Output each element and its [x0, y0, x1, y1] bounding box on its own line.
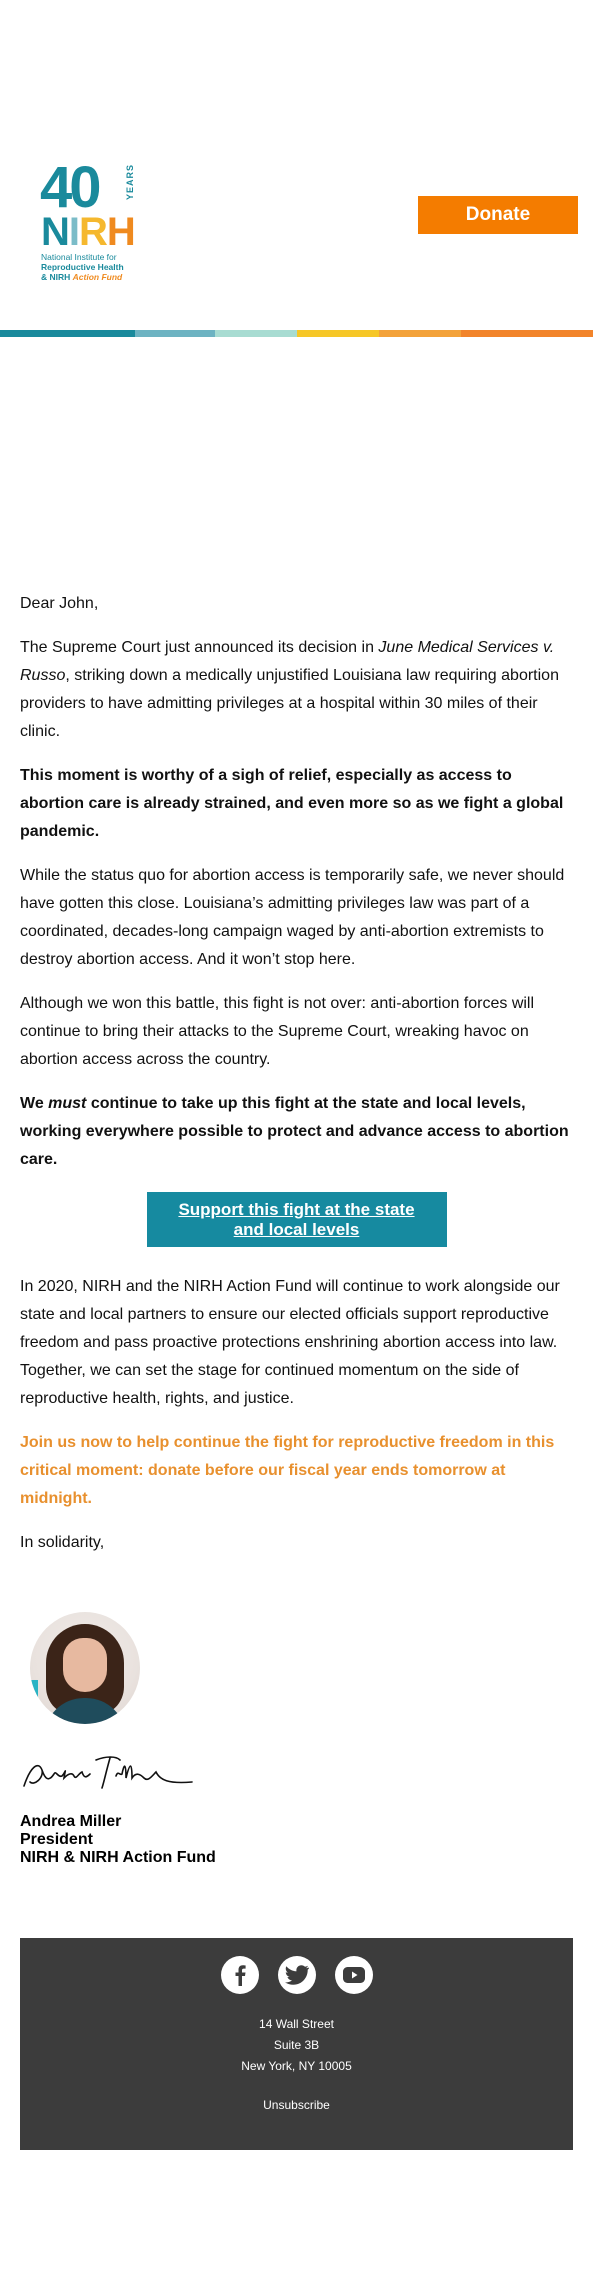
logo-wordmark: NIRH: [41, 210, 135, 254]
logo-years: YEARS: [125, 164, 135, 201]
nirh-logo[interactable]: [40, 155, 140, 282]
paragraph-relief: This moment is worthy of a sigh of relief, especially as access to abortion care is already strained, and even more so as we fight a global pandemic.: [20, 767, 564, 840]
twitter-icon[interactable]: [278, 1956, 316, 1994]
color-stripe-divider: [0, 330, 593, 337]
email-body: [20, 590, 573, 1573]
signature-block: [20, 1813, 216, 1867]
email-header: [0, 0, 593, 330]
paragraph-status-quo: While the status quo for abortion access is temporarily safe, we never should have gotten this close. Louisiana’s admitting privileges law was part of a coordinated, decades-long campaign waged by anti-abortion extremists to destroy abortion access. And it won’t stop here.: [20, 867, 565, 968]
social-links: [20, 1956, 573, 1994]
logo-tagline: National Institute for Reproductive Health & NIRH Action Fund: [41, 252, 124, 282]
support-fight-button[interactable]: Support this fight at the state and local levels: [147, 1192, 447, 1247]
logo-anniversary-number: 40: [40, 155, 99, 220]
email-footer: [20, 1938, 573, 2150]
cta-container: [20, 1192, 573, 1247]
paragraph-decision: The Supreme Court just announced its decision in June Medical Services v. Russo, striking down a medically unjustified Louisiana law requiring abortion providers to have admitting privileges at a hospital within 30 miles of their clinic.: [20, 639, 559, 740]
unsubscribe-link[interactable]: Unsubscribe: [263, 2098, 330, 2112]
closing: In solidarity,: [20, 1534, 105, 1551]
paragraph-join-us[interactable]: Join us now to help continue the fight for reproductive freedom in this critical moment: donate before our fiscal year ends tomorrow at midnight.: [20, 1434, 555, 1507]
signer-name: Andrea Miller: [20, 1813, 122, 1830]
paragraph-2020: In 2020, NIRH and the NIRH Action Fund will continue to work alongside our state and local partners to ensure our elected officials support reproductive freedom and pass proactive protections enshrining abortion access into law. Together, we can set the stage for continued momentum on the side of reproductive health, rights, and justice.: [20, 1278, 560, 1407]
case-name: June Medical Services v. Russo: [20, 639, 555, 684]
mailing-address: 14 Wall Street Suite 3B New York, NY 10005: [241, 2017, 352, 2073]
donate-button[interactable]: Donate: [418, 196, 578, 234]
paragraph-must-continue: We must continue to take up this fight at the state and local levels, working everywhere possible to protect and advance access to abortion care.: [20, 1095, 569, 1168]
avatar: [30, 1612, 140, 1724]
facebook-icon[interactable]: [221, 1956, 259, 1994]
signer-title: President: [20, 1831, 93, 1848]
paragraph-battle: Although we won this battle, this fight is not over: anti-abortion forces will continue to bring their attacks to the Supreme Court, wreaking havoc on abortion access across the country.: [20, 995, 535, 1068]
handwritten-signature: [20, 1748, 200, 1798]
signer-org: NIRH & NIRH Action Fund: [20, 1849, 216, 1866]
youtube-icon[interactable]: [335, 1956, 373, 1994]
greeting: Dear John,: [20, 595, 99, 612]
